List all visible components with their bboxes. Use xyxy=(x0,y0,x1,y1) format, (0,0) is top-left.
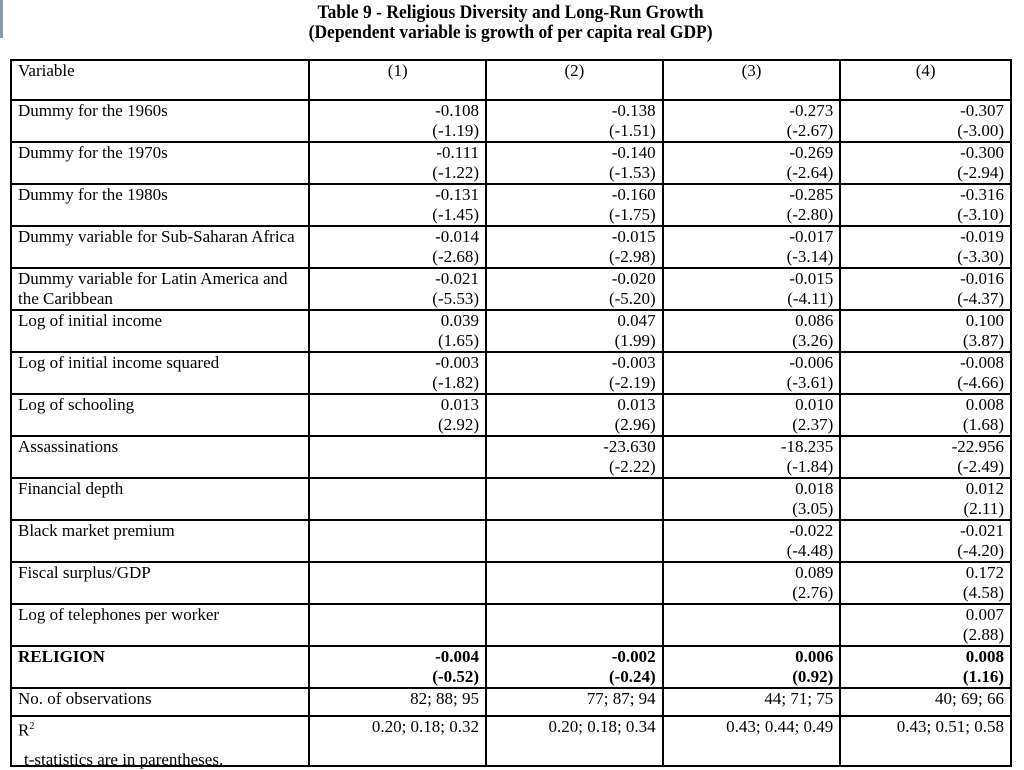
row-label: Dummy for the 1970s xyxy=(11,142,309,184)
table-row xyxy=(11,268,1011,310)
row-label: Dummy for the 1980s xyxy=(11,184,309,226)
t-statistic: (-1.51) xyxy=(608,121,656,140)
table-title: Table 9 - Religious Diversity and Long-Run Growth xyxy=(317,2,704,23)
t-statistic: (2.96) xyxy=(614,415,656,434)
cell xyxy=(840,184,1011,226)
coefficient: -0.020 xyxy=(611,269,656,288)
cell xyxy=(840,562,1011,604)
table-row xyxy=(11,184,1011,226)
t-statistic: (-4.37) xyxy=(957,289,1004,308)
cell xyxy=(486,310,663,352)
row-label: Financial depth xyxy=(11,478,309,520)
cell xyxy=(486,268,663,310)
cell xyxy=(840,352,1011,394)
t-statistic: (-2.22) xyxy=(608,457,656,476)
coefficient: -0.285 xyxy=(789,185,834,204)
coefficient: 0.172 xyxy=(965,563,1004,582)
observations-row xyxy=(11,688,1011,716)
table-row xyxy=(11,562,1011,604)
t-statistic: (-0.52) xyxy=(432,667,480,686)
coefficient: -0.300 xyxy=(960,143,1004,162)
t-statistic: (-3.61) xyxy=(786,373,834,392)
t-statistic: (-4.66) xyxy=(957,373,1004,392)
row-label: Dummy variable for Sub-Saharan Africa xyxy=(11,226,309,268)
t-statistic: (0.92) xyxy=(792,667,834,686)
cell xyxy=(309,520,486,562)
row-label: Black market premium xyxy=(11,520,309,562)
row-label: Log of initial income xyxy=(11,310,309,352)
coefficient: -0.108 xyxy=(435,101,480,120)
cell xyxy=(309,226,486,268)
coefficient: -0.140 xyxy=(611,143,656,162)
coefficient: -0.015 xyxy=(611,227,656,246)
t-statistic: (-3.30) xyxy=(957,247,1004,266)
table-row xyxy=(11,310,1011,352)
row-label: Dummy for the 1960s xyxy=(11,100,309,142)
cell xyxy=(663,142,841,184)
t-statistic: (-1.45) xyxy=(432,205,480,224)
t-statistic: (-2.64) xyxy=(786,163,834,182)
t-statistic: (-1.75) xyxy=(608,205,656,224)
cell xyxy=(840,436,1011,478)
coefficient: -0.316 xyxy=(960,185,1004,204)
row-label: Assassinations xyxy=(11,436,309,478)
header-row xyxy=(11,60,1011,100)
t-statistic: (-2.80) xyxy=(786,205,834,224)
table-row xyxy=(11,142,1011,184)
table-subtitle: (Dependent variable is growth of per capita real GDP) xyxy=(308,22,713,43)
coefficient: 0.018 xyxy=(795,479,834,498)
coefficient: -0.160 xyxy=(611,185,656,204)
cell xyxy=(663,562,841,604)
cell xyxy=(309,436,486,478)
table-row xyxy=(11,394,1011,436)
coefficient: -0.269 xyxy=(789,143,834,162)
cell: 77; 87; 94 xyxy=(486,688,663,716)
t-statistic: (2.92) xyxy=(437,415,480,434)
row-label: Fiscal surplus/GDP xyxy=(11,562,309,604)
coefficient: -0.307 xyxy=(960,101,1004,120)
cell: 44; 71; 75 xyxy=(663,688,841,716)
t-statistic: (2.88) xyxy=(962,625,1004,644)
table-row xyxy=(11,226,1011,268)
row-label: RELIGION xyxy=(11,646,309,688)
coefficient: 0.047 xyxy=(617,311,656,330)
t-statistic: (4.58) xyxy=(962,583,1004,602)
r2-label: R xyxy=(18,720,30,740)
cell xyxy=(309,142,486,184)
coefficient: 0.008 xyxy=(965,395,1004,414)
t-statistic: (-4.11) xyxy=(787,289,834,308)
cell xyxy=(486,394,663,436)
coefficient: -0.006 xyxy=(789,353,834,372)
t-statistic: (-1.84) xyxy=(786,457,834,476)
cell xyxy=(309,100,486,142)
cell xyxy=(663,646,841,688)
coefficient: -0.021 xyxy=(960,521,1004,540)
coefficient: -0.014 xyxy=(435,227,480,246)
row-label: No. of observations xyxy=(11,688,309,716)
coefficient: -0.131 xyxy=(435,185,480,204)
cell: 0.43; 0.51; 0.58 xyxy=(840,716,1011,766)
cell xyxy=(486,604,663,646)
coefficient: -22.956 xyxy=(951,437,1004,456)
cell xyxy=(840,310,1011,352)
cell xyxy=(840,520,1011,562)
cell xyxy=(486,520,663,562)
header-variable: Variable xyxy=(11,60,309,100)
coefficient: 0.010 xyxy=(795,395,834,414)
cell xyxy=(663,478,841,520)
cell xyxy=(840,646,1011,688)
t-statistic: (-4.20) xyxy=(957,541,1004,560)
t-statistic: (-2.94) xyxy=(957,163,1004,182)
cell xyxy=(840,142,1011,184)
coefficient: -0.022 xyxy=(789,521,834,540)
coefficient: -0.016 xyxy=(960,269,1004,288)
t-statistic: (-1.19) xyxy=(432,121,480,140)
cell xyxy=(486,142,663,184)
coefficient: -0.111 xyxy=(436,143,480,162)
coefficient: 0.008 xyxy=(965,647,1004,666)
cell xyxy=(663,226,841,268)
cell: 40; 69; 66 xyxy=(840,688,1011,716)
cell xyxy=(309,604,486,646)
row-label: Dummy variable for Latin America and the Caribbean xyxy=(11,268,309,310)
t-statistic: (-1.53) xyxy=(608,163,656,182)
row-label: Log of schooling xyxy=(11,394,309,436)
cell xyxy=(486,646,663,688)
t-statistic: (1.68) xyxy=(962,415,1004,434)
cell xyxy=(309,562,486,604)
t-statistic: (-2.49) xyxy=(957,457,1004,476)
t-statistic: (-3.10) xyxy=(957,205,1004,224)
cell xyxy=(486,226,663,268)
coefficient: 0.039 xyxy=(440,311,480,330)
table-row xyxy=(11,520,1011,562)
t-statistic: (-4.48) xyxy=(786,541,834,560)
cell xyxy=(840,226,1011,268)
t-statistic: (1.16) xyxy=(962,667,1004,686)
coefficient: 0.086 xyxy=(795,311,834,330)
coefficient: -0.008 xyxy=(960,353,1004,372)
cell xyxy=(840,268,1011,310)
table-row xyxy=(11,478,1011,520)
cell xyxy=(309,310,486,352)
cell xyxy=(663,310,841,352)
cell xyxy=(486,478,663,520)
cell xyxy=(486,436,663,478)
t-statistic: (-5.53) xyxy=(432,289,480,308)
t-statistic: (-0.24) xyxy=(608,667,656,686)
table-row xyxy=(11,100,1011,142)
cell xyxy=(486,100,663,142)
t-statistic: (2.11) xyxy=(963,499,1004,518)
cell xyxy=(309,184,486,226)
coefficient: -23.630 xyxy=(603,437,656,456)
cell xyxy=(309,268,486,310)
cell xyxy=(309,352,486,394)
t-statistic: (2.37) xyxy=(792,415,834,434)
t-statistic: (-2.19) xyxy=(608,373,656,392)
cell xyxy=(663,436,841,478)
coefficient: -0.015 xyxy=(789,269,834,288)
table-row xyxy=(11,352,1011,394)
header-col-2: (2) xyxy=(486,60,663,100)
header-col-3: (3) xyxy=(663,60,841,100)
t-statistic: (-1.82) xyxy=(432,373,480,392)
coefficient: 0.006 xyxy=(795,647,834,666)
r2-superscript: 2 xyxy=(29,721,35,732)
coefficient: -0.004 xyxy=(435,647,480,666)
coefficient: -0.273 xyxy=(789,101,834,120)
cell xyxy=(486,184,663,226)
cell: 82; 88; 95 xyxy=(309,688,486,716)
coefficient: 0.100 xyxy=(965,311,1004,330)
cell: 0.20; 0.18; 0.32 xyxy=(309,716,486,766)
header-col-1: (1) xyxy=(309,60,486,100)
t-statistic: (-2.67) xyxy=(786,121,834,140)
coefficient: -0.019 xyxy=(960,227,1004,246)
cell xyxy=(663,520,841,562)
row-label: Log of telephones per worker xyxy=(11,604,309,646)
coefficient: -0.021 xyxy=(435,269,480,288)
coefficient: -18.235 xyxy=(780,437,834,456)
cell xyxy=(663,352,841,394)
t-statistic: (2.76) xyxy=(792,583,834,602)
cell xyxy=(486,562,663,604)
table-row xyxy=(11,646,1011,688)
t-statistic: (-1.22) xyxy=(432,163,480,182)
cell xyxy=(663,604,841,646)
cell xyxy=(840,478,1011,520)
t-statistic: (3.26) xyxy=(792,331,834,350)
cell xyxy=(309,646,486,688)
t-statistic: (-2.68) xyxy=(432,247,480,266)
cell xyxy=(663,184,841,226)
coefficient: -0.138 xyxy=(611,101,656,120)
t-statistic: (3.05) xyxy=(792,499,834,518)
cell: 0.20; 0.18; 0.34 xyxy=(486,716,663,766)
cell xyxy=(840,604,1011,646)
coefficient: -0.003 xyxy=(611,353,656,372)
table-row xyxy=(11,436,1011,478)
cell: 0.43; 0.44; 0.49 xyxy=(663,716,841,766)
coefficient: -0.002 xyxy=(611,647,656,666)
coefficient: 0.007 xyxy=(965,605,1004,624)
cell xyxy=(309,394,486,436)
t-statistic: (-5.20) xyxy=(608,289,656,308)
cell xyxy=(663,100,841,142)
coefficient: 0.012 xyxy=(965,479,1004,498)
regression-table xyxy=(10,59,1012,767)
coefficient: -0.003 xyxy=(435,353,480,372)
coefficient: 0.089 xyxy=(795,563,834,582)
cell xyxy=(663,394,841,436)
table-row xyxy=(11,604,1011,646)
cell xyxy=(840,100,1011,142)
t-statistic: (-2.98) xyxy=(608,247,656,266)
t-statistic: (3.87) xyxy=(962,331,1004,350)
cell xyxy=(486,352,663,394)
cell xyxy=(840,394,1011,436)
t-statistic: (-3.14) xyxy=(786,247,834,266)
coefficient: -0.017 xyxy=(789,227,834,246)
t-statistic: (1.99) xyxy=(614,331,656,350)
t-statistic: (-3.00) xyxy=(957,121,1004,140)
footnote: t-statistics are in parentheses. xyxy=(24,750,224,769)
header-col-4: (4) xyxy=(840,60,1011,100)
cell xyxy=(663,268,841,310)
row-label: Log of initial income squared xyxy=(11,352,309,394)
coefficient: 0.013 xyxy=(440,395,480,414)
coefficient: 0.013 xyxy=(617,395,656,414)
cell xyxy=(309,478,486,520)
t-statistic: (1.65) xyxy=(437,331,480,350)
